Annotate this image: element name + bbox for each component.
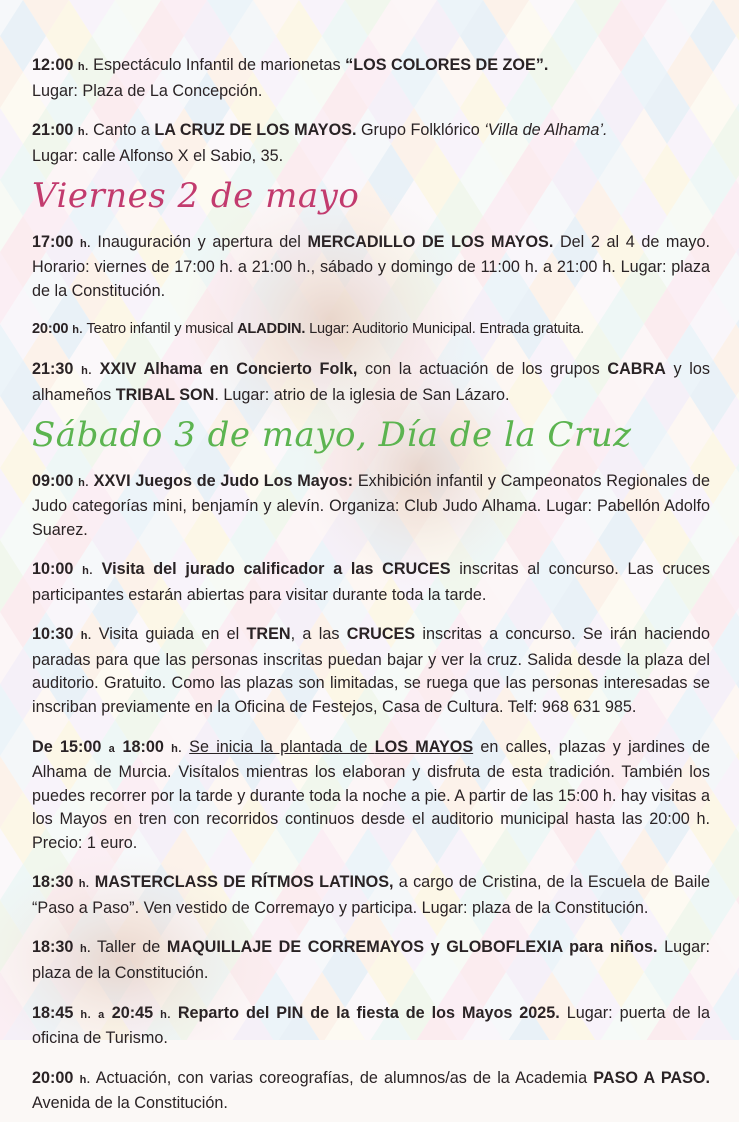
event-marionetas: 12:00 h. Espectáculo Infantil de marionetas “LOS COLORES DE ZOE”. Lugar: Plaza de La Concepción. xyxy=(32,56,549,100)
event-actuacion-academia: 20:00 h. Actuación, con varias coreografías, de alumnos/as de la Academia PASO A PASO. Avenida de la Constitución. xyxy=(32,1068,711,1113)
section-title-friday: Viernes 2 de mayo xyxy=(32,176,360,217)
program-content xyxy=(32,38,710,1122)
event-judo: 09:00 h. XXVI Juegos de Judo Los Mayos: Exhibición infantil y Campeonatos Regionales de Judo categorías mini, benjamín y alevín. Organiza: Club Judo Alhama. Lugar: Pabellón Adolfo Suarez. xyxy=(32,471,711,539)
plantada-underlined: Se inicia la plantada de LOS MAYOS xyxy=(189,737,474,756)
event-jurado-cruces: 10:00 h. Visita del jurado calificador a las CRUCES inscritas al concurso. Las cruces participantes estarán abiertas para visitar durante toda la tarde. xyxy=(32,560,710,604)
event-mercadillo: 17:00 h. Inauguración y apertura del MERCADILLO DE LOS MAYOS. Del 2 al 4 de mayo. Horario: viernes de 17:00 h. a 21:00 h., sábado y domingo de 11:00 h. a 21:00 h. Lugar: plaza de la Constitución. xyxy=(32,232,711,300)
event-plantada-mayos: De 15:00 a 18:00 h. Se inicia la plantada de LOS MAYOS en calles, plazas y jardines de Alhama de Murcia. Visítalos mientras los elaboran y disfruta de esta tradición. También los puedes recorrer por la tarde y durante toda la noche a pie. A partir de las 15:00 h. hay visitas a los Mayos en tren con recorridos continuos desde el auditorio municipal hasta las 20:00 h. Precio: 1 euro. xyxy=(32,737,711,852)
event-visita-tren: 10:30 h. Visita guiada en el TREN, a las CRUCES inscritas a concurso. Se irán haciendo paradas para que las personas inscritas puedan bajar y ver la cruz. Salida desde la plaza del auditorio. Gratuito. Como las plazas son limitadas, se ruega que las personas interesadas se inscriban previamente en la Oficina de Festejos, Casa de Cultura. Telf: 968 631 985. xyxy=(32,625,710,716)
event-masterclass: 18:30 h. MASTERCLASS DE RÍTMOS LATINOS, a cargo de Cristina, de la Escuela de Baile “Paso a Paso”. Ven vestido de Corremayo y participa. Lugar: plaza de la Constitución. xyxy=(32,873,711,917)
event-concierto-folk: 21:30 h. XXIV Alhama en Concierto Folk, con la actuación de los grupos CABRA y los alhameños TRIBAL SON. Lugar: atrio de la iglesia de San Lázaro. xyxy=(32,360,710,404)
event-reparto-pin: 18:45 h. a 20:45 h. Reparto del PIN de la fiesta de los Mayos 2025. Lugar: puerta de la oficina de Turismo. xyxy=(32,1003,711,1048)
event-aladdin: 20:00 h. Teatro infantil y musical ALADDIN. Lugar: Auditorio Municipal. Entrada gratuita. xyxy=(32,320,585,337)
section-title-saturday: Sábado 3 de mayo, Día de la Cruz xyxy=(32,415,632,456)
event-canto-cruz: 21:00 h. Canto a LA CRUZ DE LOS MAYOS. Grupo Folklórico ‘Villa de Alhama’. Lugar: calle Alfonso X el Sabio, 35. xyxy=(32,121,608,165)
event-maquillaje: 18:30 h. Taller de MAQUILLAJE DE CORREMAYOS y GLOBOFLEXIA para niños. Lugar: plaza de la Constitución. xyxy=(32,938,711,982)
